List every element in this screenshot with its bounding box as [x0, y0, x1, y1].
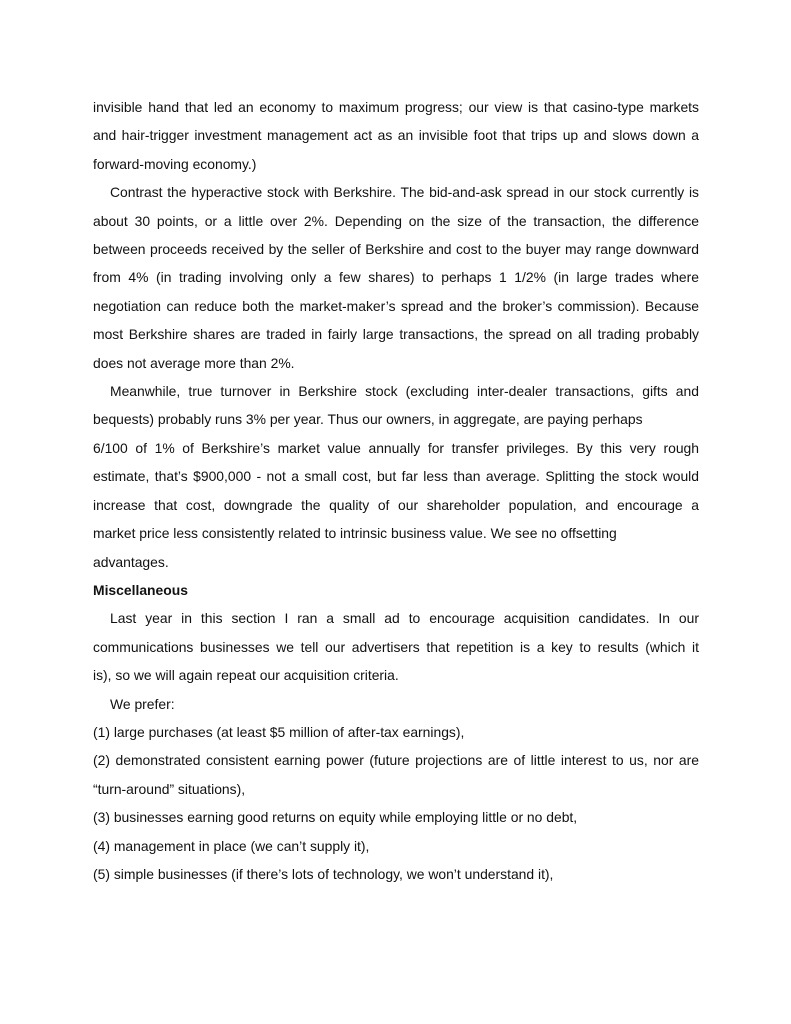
text-line: increase that cost, downgrade the quality of our shareholder population, and encourage a: [93, 496, 699, 513]
text-line: forward-moving economy.): [93, 155, 257, 172]
paragraph-contrast: Contrast the hyperactive stock with Berkshire. The bid-and-ask spread in our stock currently is about 30 points, or a little over 2%. Depending on the size of the transaction, the difference between proceeds received by the seller of Berkshire and cost to the buyer may range downward from 4% (in trading involving only a few shares) to perhaps 1 1/2% (in large trades where negotiation can reduce both the market-maker’s spread and the broker’s commission). Because most Berkshire shares are traded in fairly large transactions, the spread on all trading probably does not average more than 2%.: [93, 184, 699, 371]
criterion-item: (2) demonstrated consistent earning power (future projections are of little interest to us, nor are “turn-around” situations),: [93, 752, 699, 797]
paragraph-turnover: [93, 377, 699, 576]
document-page: [93, 93, 699, 888]
text-line: estimate, that’s $900,000 - not a small cost, but far less than average. Splitting the stock would: [93, 468, 699, 485]
text-line: Meanwhile, true turnover in Berkshire stock (excluding inter-dealer transactions, gifts and: [110, 383, 699, 400]
paragraph-intro: [93, 93, 699, 178]
text-line: advantages.: [93, 553, 169, 570]
text-line: is), so we will again repeat our acquisition criteria.: [93, 667, 399, 684]
we-prefer-line: We prefer:: [110, 695, 175, 712]
criterion-item: (4) management in place (we can’t supply it),: [93, 837, 370, 854]
text-line: invisible hand that led an economy to maximum progress; our view is that casino-type markets: [93, 99, 699, 115]
text-line: market price less consistently related to intrinsic business value. We see no offsetting: [93, 525, 617, 542]
text-line: 6/100 of 1% of Berkshire’s market value annually for transfer privileges. By this very rough: [93, 439, 699, 456]
text-line: Last year in this section I ran a small ad to encourage acquisition candidates. In our: [110, 610, 699, 627]
paragraph-last-year: [93, 604, 699, 689]
criterion-item: (5) simple businesses (if there’s lots of technology, we won’t understand it),: [93, 865, 554, 882]
criterion-item: (3) businesses earning good returns on equity while employing little or no debt,: [93, 809, 578, 826]
section-heading: Miscellaneous: [93, 581, 188, 598]
criterion-item: (1) large purchases (at least $5 million of after-tax earnings),: [93, 723, 465, 740]
text-line: communications businesses we tell our advertisers that repetition is a key to results (which it: [93, 638, 699, 655]
text-line: and hair-trigger investment management act as an invisible foot that trips up and slows down a: [93, 127, 699, 144]
text-line: bequests) probably runs 3% per year. Thus our owners, in aggregate, are paying perhaps: [93, 411, 643, 428]
